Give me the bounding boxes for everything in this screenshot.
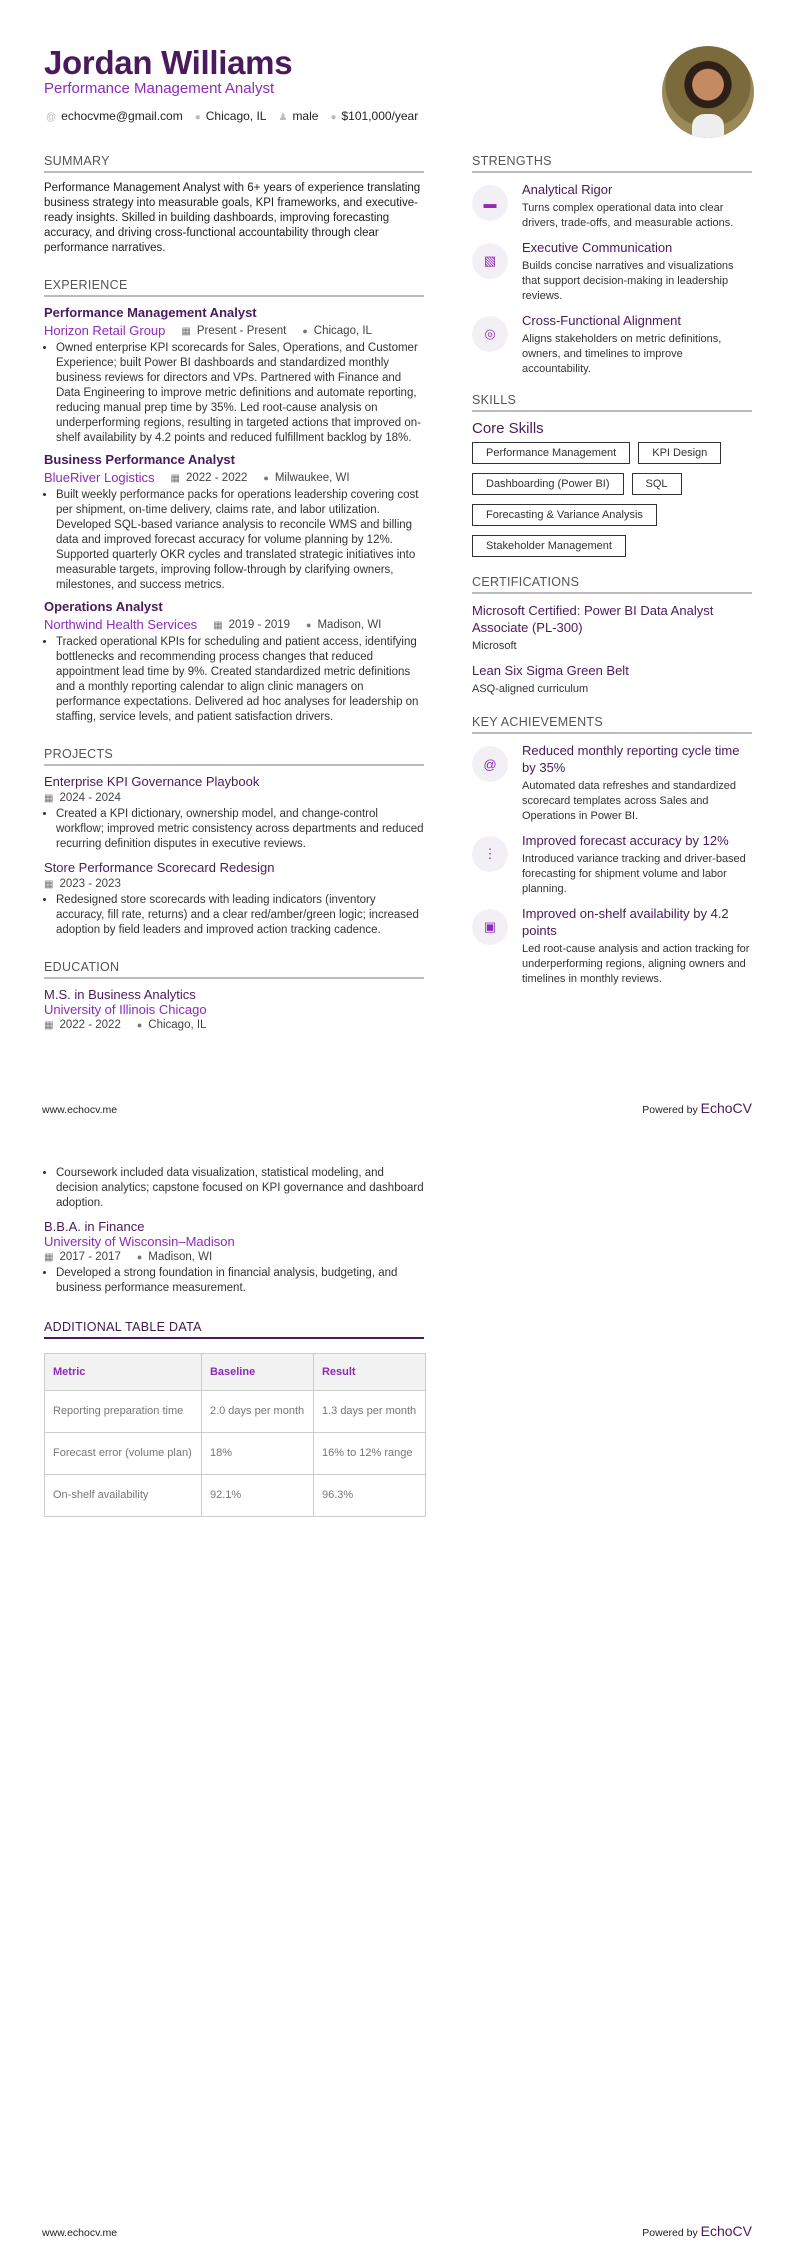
footer-powered: Powered by EchoCV [642, 1100, 752, 1116]
contact-location: ● Chicago, IL [194, 109, 267, 123]
edu-bullet: • Developed a strong foundation in financial analysis, budgeting, and business performance measurement. [56, 1266, 424, 1296]
contact-gender: ♟ male [278, 109, 319, 123]
section-heading-projects: PROJECTS [44, 747, 424, 766]
brand-logo: EchoCV [700, 2223, 752, 2239]
section-heading-experience: EXPERIENCE [44, 278, 424, 297]
experience-item [44, 305, 424, 446]
achievements-title: Improved forecast accuracy by 12% [522, 833, 729, 848]
bookmark-off-icon: ▧ [472, 243, 508, 279]
table-cell: 18% [201, 1433, 313, 1475]
footer-powered: Powered by EchoCV [642, 2223, 752, 2239]
job-title: Performance Management Analyst [44, 305, 257, 320]
job-dates: ▦ Present - Present [181, 325, 286, 337]
achievements-item [472, 905, 752, 987]
section-heading-skills: SKILLS [472, 393, 752, 412]
column-header: Metric [45, 1354, 202, 1391]
degree: M.S. in Business Analytics [44, 987, 196, 1002]
strengths-title: Cross-Functional Alignment [522, 313, 681, 328]
achievements-title: Reduced monthly reporting cycle time by 35% [522, 743, 740, 775]
edu-location: ● Chicago, IL [137, 1019, 207, 1031]
table-cell: Forecast error (volume plan) [45, 1433, 202, 1475]
project-title: Store Performance Scorecard Redesign [44, 860, 275, 875]
job-bullet: • Built weekly performance packs for operations leadership covering cost per shipment, on-time delivery, claims rate, and labor utilization. Developed SQL-based variance analysis to reconcile WMS and billing data and improved forecast accuracy for volume planning by 12%. Supported quarterly OKR cycles and translated strategic initiatives into measurable targets, improving follow-through by clarifying owners, milestones, and success metrics. [56, 488, 424, 593]
cert-issuer: ASQ-aligned curriculum [472, 683, 589, 695]
certification-item [472, 662, 752, 697]
table-cell: 2.0 days per month [201, 1391, 313, 1433]
job-title: Operations Analyst [44, 599, 163, 614]
project-item [44, 774, 424, 852]
experience-item [44, 452, 424, 593]
project-bullet: • Redesigned store scorecards with leading indicators (inventory accuracy, fill rate, returns) and a clear red/amber/green logic; increased adoption by field leaders and improved action tracking cadence. [56, 893, 424, 938]
section-heading-certifications: CERTIFICATIONS [472, 575, 752, 594]
profile-photo [662, 46, 754, 138]
contact-salary: ● $101,000/year [330, 109, 419, 123]
skills-group-title: Core Skills [472, 420, 544, 437]
dots-vertical-icon: ⋮ [472, 836, 508, 872]
cert-issuer: Microsoft [472, 640, 517, 652]
table-cell: 96.3% [313, 1475, 425, 1517]
section-heading-table: ADDITIONAL TABLE DATA [44, 1320, 424, 1339]
project-bullet: • Created a KPI dictionary, ownership model, and change-control workflow; improved metric consistency across departments and reduced recurring definition disputes in executive reviews. [56, 807, 424, 852]
project-title: Enterprise KPI Governance Playbook [44, 774, 260, 789]
education-item [44, 987, 424, 1031]
achievements-desc: Led root-cause analysis and action tracking for underperforming regions, aligning owners and timelines in monthly reviews. [522, 943, 750, 985]
achievements-desc: Automated data refreshes and standardized scorecard templates across Sales and Operations in Power BI. [522, 780, 737, 822]
skill-tags [472, 442, 752, 557]
job-dates: ▦ 2019 - 2019 [213, 619, 290, 631]
achievements-item [472, 832, 752, 897]
edu-dates: ▦ 2017 - 2017 [44, 1251, 121, 1263]
column-header: Result [313, 1354, 425, 1391]
at-icon: @ [472, 746, 508, 782]
job-dates: ▦ 2022 - 2022 [171, 472, 248, 484]
cert-title: Lean Six Sigma Green Belt [472, 663, 629, 678]
at-icon: @ [46, 112, 57, 123]
brand-logo: EchoCV [700, 1100, 752, 1116]
company-name: Horizon Retail Group [44, 323, 166, 338]
strengths-title: Analytical Rigor [522, 182, 613, 197]
person-icon: ♟ [278, 112, 288, 123]
skill-tag: KPI Design [638, 442, 721, 464]
certification-item [472, 602, 752, 654]
strengths-item [472, 181, 752, 231]
table-cell: 16% to 12% range [313, 1433, 425, 1475]
skill-tag: SQL [632, 473, 682, 495]
table-cell: 1.3 days per month [313, 1391, 425, 1433]
company-name: BlueRiver Logistics [44, 470, 155, 485]
footer-site-link[interactable]: www.echocv.me [42, 2227, 118, 2239]
skill-tag: Dashboarding (Power BI) [472, 473, 624, 495]
section-heading-strengths: STRENGTHS [472, 154, 752, 173]
strengths-item [472, 312, 752, 377]
page-footer [42, 2223, 752, 2239]
left-column [44, 154, 424, 1031]
job-title: Business Performance Analyst [44, 452, 235, 467]
candidate-name: Jordan Williams [44, 44, 293, 81]
job-bullet: • Owned enterprise KPI scorecards for Sales, Operations, and Customer Experience; built Power BI dashboards and standardized monthly business reviews for directors and VPs. Partnered with Finance and Data Engineering to improve metric definitions and automate reporting, reducing manual prep time by 35%. Led root-cause analysis on underperforming regions, resulting in targeted actions that improved on-shelf availability by 4.2 points and reduced fulfillment backlog by 18%. [56, 341, 424, 446]
skill-tag: Performance Management [472, 442, 630, 464]
contact-email[interactable]: @ echocvme@gmail.com [46, 109, 183, 123]
candidate-title: Performance Management Analyst [44, 80, 275, 97]
table-row [45, 1433, 426, 1475]
strengths-desc: Builds concise narratives and visualizations that support decision-making in leadership reviews. [522, 260, 734, 302]
job-bullet: • Tracked operational KPIs for scheduling and patient access, identifying bottlenecks and recommending process changes that reduced appointment lead time by 9%. Created standardized metric definitions and a monthly reporting calendar to align clinic managers on performance expectations. Delivered ad hoc analyses for leadership on staffing, service levels, and patient satisfaction drivers. [56, 635, 424, 725]
right-column [472, 154, 752, 995]
chat-icon: ▬ [472, 185, 508, 221]
target-icon: ◎ [472, 316, 508, 352]
school: University of Wisconsin–Madison [44, 1234, 235, 1249]
table-cell: 92.1% [201, 1475, 313, 1517]
money-icon: ● [330, 112, 337, 123]
resume-page-2 [0, 1123, 794, 2246]
skill-tag: Stakeholder Management [472, 535, 626, 557]
contact-row [46, 109, 418, 123]
location-pin-icon: ● [194, 112, 201, 123]
job-location: ● Chicago, IL [302, 325, 372, 337]
edu-bullet: • Coursework included data visualization, statistical modeling, and decision analytics; capstone focused on KPI governance and dashboard adoption. [56, 1166, 424, 1211]
table-cell: On-shelf availability [45, 1475, 202, 1517]
page-footer [42, 1100, 752, 1116]
cert-title: Microsoft Certified: Power BI Data Analyst Associate (PL-300) [472, 603, 714, 635]
column-header: Baseline [201, 1354, 313, 1391]
job-location: ● Milwaukee, WI [263, 472, 349, 484]
section-heading-achievements: KEY ACHIEVEMENTS [472, 715, 752, 734]
project-item [44, 860, 424, 938]
company-name: Northwind Health Services [44, 617, 198, 632]
table-row [45, 1475, 426, 1517]
job-location: ● Madison, WI [306, 619, 381, 631]
achievements-desc: Introduced variance tracking and driver-based forecasting for shipment volume and labor planning. [522, 853, 746, 895]
section-heading-education: EDUCATION [44, 960, 424, 979]
table-cell: Reporting preparation time [45, 1391, 202, 1433]
edu-location: ● Madison, WI [137, 1251, 212, 1263]
table-row [45, 1391, 426, 1433]
strengths-item [472, 239, 752, 304]
school: University of Illinois Chicago [44, 1002, 207, 1017]
summary-text: Performance Management Analyst with 6+ years of experience translating business strategy into measurable goals, KPI frameworks, and executive-ready insights. Skilled in building dashboards, improving forecasting accuracy, and driving cross-functional accountability through clear performance narratives. [44, 182, 421, 254]
additional-data-table [44, 1353, 426, 1517]
achievements-item [472, 742, 752, 824]
project-dates: ▦ 2023 - 2023 [44, 878, 121, 890]
footer-site-link[interactable]: www.echocv.me [42, 1104, 118, 1116]
strengths-title: Executive Communication [522, 240, 673, 255]
strengths-desc: Turns complex operational data into clear drivers, trade-offs, and measurable actions. [522, 202, 734, 229]
strengths-desc: Aligns stakeholders on metric definitions, owners, and timelines to improve accountability. [522, 333, 722, 375]
left-column-continued [44, 1163, 424, 1517]
section-heading-summary: SUMMARY [44, 154, 424, 173]
project-dates: ▦ 2024 - 2024 [44, 792, 121, 804]
edu-dates: ▦ 2022 - 2022 [44, 1019, 121, 1031]
briefcase-icon: ▣ [472, 909, 508, 945]
experience-item [44, 599, 424, 725]
degree: B.B.A. in Finance [44, 1219, 145, 1234]
skill-tag: Forecasting & Variance Analysis [472, 504, 657, 526]
achievements-title: Improved on-shelf availability by 4.2 points [522, 906, 729, 938]
